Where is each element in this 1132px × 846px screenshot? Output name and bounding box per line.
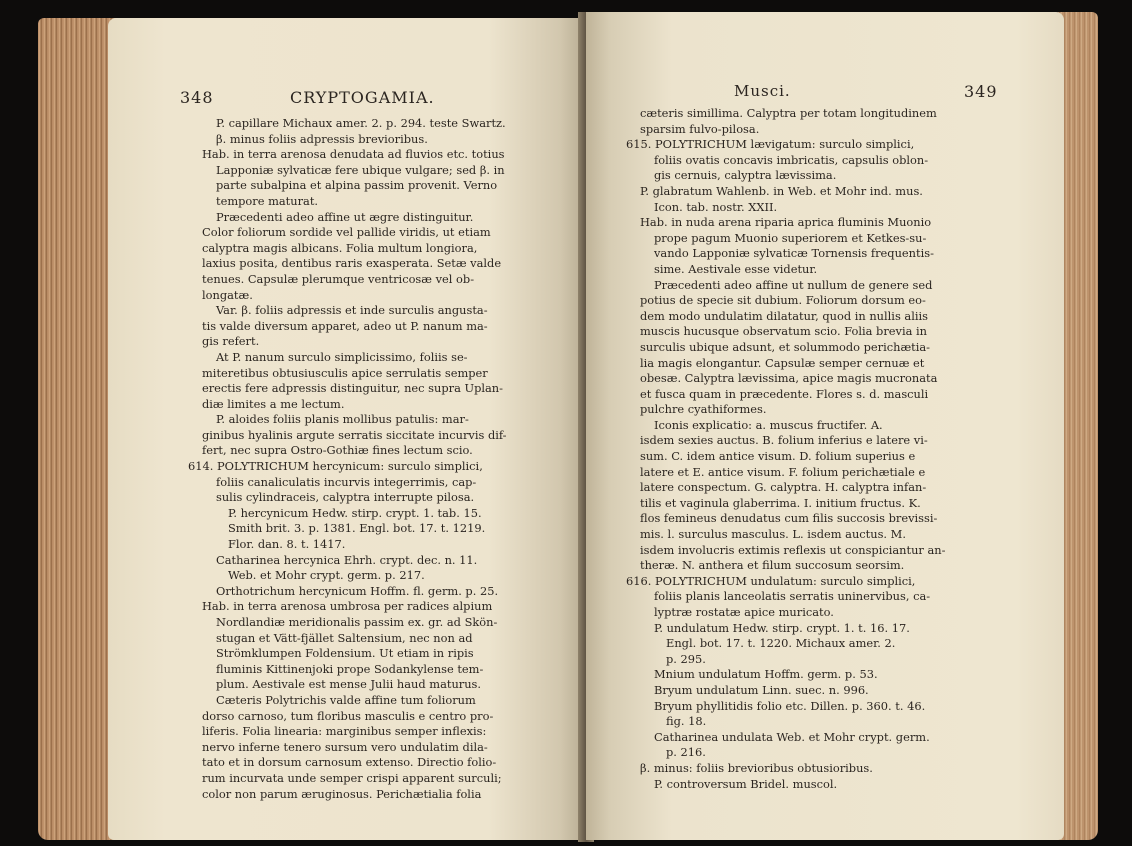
text-line: ginibus hyalinis argute serratis siccitate incurvis dif- [202,427,507,442]
text-line: Hab. in terra arenosa denudata ad fluvios etc. totius [202,147,505,162]
text-line: rum incurvata unde semper crispi apparent surculi; [202,770,502,785]
text-line: prope pagum Muonio superiorem et Ketkes-su- [654,230,927,245]
text-line: dorso carnoso, tum floribus masculis e centro pro- [202,708,494,723]
text-line: Hab. in nuda arena riparia aprica fluminis Muonio [640,215,932,230]
text-line: Color foliorum sordide vel pallide viridis, ut etiam [202,225,491,240]
text-line: sum. C. idem antice visum. D. folium superius e [640,449,916,464]
text-line: gis refert. [202,334,260,349]
text-line: muscis hucusque observatum scio. Folia brevia in [640,324,927,339]
text-line: sulis cylindraceis, calyptra interrupte pilosa. [216,490,475,505]
text-line: erectis fere adpressis distinguitur, nec supra Uplan- [202,381,503,396]
text-line: 614. POLYTRICHUM hercynicum: surculo simplici, [188,459,483,474]
text-line: foliis canaliculatis incurvis integerrimis, cap- [216,474,477,489]
text-line: latere conspectum. G. calyptra. H. calyptra infan- [640,480,927,495]
text-line: latere et E. antice visum. F. folium perichætiale e [640,464,926,479]
text-line: theræ. N. anthera et filum succosum seorsim. [640,558,905,573]
text-line: lyptræ rostatæ apice muricato. [654,605,834,619]
text-line: P. hercynicum Hedw. stirp. crypt. 1. tab. 15. [228,505,482,520]
text-line: Nordlandiæ meridionalis passim ex. gr. ad Skön- [216,615,498,629]
text-line: mis. l. surculus masculus. L. isdem auctus. M. [640,527,906,542]
left-page [108,18,584,840]
text-line: sime. Aestivale esse videtur. [654,261,818,276]
text-line: flos femineus denudatus cum filis succosis brevissi- [640,511,938,526]
text-line: obesæ. Calyptra lævissima, apice magis mucronata [640,371,938,386]
text-line: tempore maturat. [216,193,319,208]
text-line: Præcedenti adeo affine ut ægre distinguitur. [216,209,474,224]
text-line: Var. β. foliis adpressis et inde surculis angusta- [216,303,488,318]
text-line: Catharinea undulata Web. et Mohr crypt. germ. [654,729,930,744]
text-line: P. capillare Michaux amer. 2. p. 294. teste Swartz. [216,116,506,130]
text-line: fluminis Kittinenjoki prope Sodankylense tem- [216,661,484,676]
page-edges-left [38,18,116,840]
text-line: Cæteris Polytrichis valde affine tum foliorum [216,692,476,707]
text-line: nervo inferne tenero sursum vero undulatim dila- [202,739,488,754]
text-line: tenues. Capsulæ plerumque ventricosæ vel ob- [202,271,475,286]
text-line: gis cernuis, calyptra lævissima. [654,168,837,183]
text-line: Hab. in terra arenosa umbrosa per radices alpium [202,599,493,614]
text-line: Icon. tab. nostr. XXII. [654,199,778,214]
text-line: potius de specie sit dubium. Foliorum dorsum eo- [640,293,926,308]
text-line: β. minus: foliis brevioribus obtusioribus. [640,760,873,775]
right-page [586,12,1064,840]
text-line: surculis ubique adsunt, et solummodo perichætia- [640,339,931,354]
text-line: et fusca quam in præcedente. Flores s. d. masculi [640,386,929,401]
running-title: Musci. [734,82,791,100]
text-line: dem modo undulatim dilatatur, quod in nullis aliis [640,308,928,323]
text-line: Bryum undulatum Linn. suec. n. 996. [654,682,869,697]
text-line: Engl. bot. 17. t. 1220. Michaux amer. 2. [666,636,896,651]
text-line: Strömklumpen Foldensium. Ut etiam in ripis [216,646,474,661]
text-line: P. glabratum Wahlenb. in Web. et Mohr ind. mus. [640,183,923,198]
text-line: p. 216. [666,745,706,760]
text-line: P. undulatum Hedw. stirp. crypt. 1. t. 16. 17. [654,620,910,635]
text-line: Smith brit. 3. p. 1381. Engl. bot. 17. t. 1219. [228,521,486,536]
text-line: stugan et Vätt-fjället Saltensium, nec non ad [216,630,473,645]
text-line: cæteris simillima. Calyptra per totam longitudinem [640,106,937,120]
text-line: lia magis elongantur. Capsulæ semper cernuæ et [640,355,925,370]
text-line: Præcedenti adeo affine ut nullum de genere sed [654,277,933,292]
page-edges-right [1058,12,1098,840]
open-book [38,12,1098,842]
text-line: At P. nanum surculo simplicissimo, foliis se- [216,349,468,364]
text-line: tilis et vaginula glaberrima. I. initium fructus. K. [640,495,921,510]
text-line: fig. 18. [666,714,707,729]
text-line: Web. et Mohr crypt. germ. p. 217. [228,568,425,583]
text-line: foliis planis lanceolatis serratis uninervibus, ca- [654,589,931,604]
text-line: Mnium undulatum Hoffm. germ. p. 53. [654,667,878,682]
text-line: longatæ. [202,287,253,302]
text-line: calyptra magis albicans. Folia multum longiora, [202,240,478,255]
text-line: color non parum æruginosus. Perichætialia folia [202,786,482,801]
text-line: laxius posita, dentibus raris exasperata. Setæ valde [202,256,502,271]
text-line: tato et in dorsum carnosum extenso. Directio folio- [202,755,497,770]
text-line: Catharinea hercynica Ehrh. crypt. dec. n. 11. [216,552,478,567]
page-number: 348 [180,88,214,107]
text-line: 615. POLYTRICHUM lævigatum: surculo simplici, [626,137,915,152]
text-line: β. minus foliis adpressis brevioribus. [216,131,428,146]
running-title: CRYPTOGAMIA. [290,88,435,107]
text-line: P. aloides foliis planis mollibus patulis: mar- [216,412,469,427]
text-line: vando Lapponiæ sylvaticæ Tornensis frequentis- [654,246,934,261]
text-line: pulchre cyathiformes. [640,402,767,417]
text-line: Bryum phyllitidis folio etc. Dillen. p. 360. t. 46. [654,698,926,713]
text-line: foliis ovatis concavis imbricatis, capsulis oblon- [654,152,929,167]
text-line: P. controversum Bridel. muscol. [654,776,838,791]
text-line: isdem sexies auctus. B. folium inferius e latere vi- [640,433,928,448]
page-number: 349 [964,82,998,101]
text-line: tis valde diversum apparet, adeo ut P. nanum ma- [202,318,488,333]
text-line: p. 295. [666,651,706,666]
text-line: miteretibus obtusiusculis apice serrulatis semper [202,365,488,380]
text-line: parte subalpina et alpina passim provenit. Verno [216,178,498,193]
text-line: Iconis explicatio: a. muscus fructifer. A. [654,417,883,432]
text-line: diæ limites a me lectum. [202,396,345,411]
left-page-text [188,116,568,802]
text-line: isdem involucris extimis reflexis ut conspiciantur an- [640,542,946,557]
text-line: fert, nec supra Ostro-Gothiæ fines lectum scio. [202,443,473,458]
right-page-text [626,106,1016,792]
text-line: sparsim fulvo-pilosa. [640,121,760,136]
text-line: plum. Aestivale est mense Julii haud maturus. [216,677,482,692]
text-line: Orthotrichum hercynicum Hoffm. fl. germ. p. 25. [216,583,499,598]
text-line: Lapponiæ sylvaticæ fere ubique vulgare; sed β. in [216,162,505,177]
text-line: 616. POLYTRICHUM undulatum: surculo simplici, [626,573,916,588]
text-line: Flor. dan. 8. t. 1417. [228,537,346,552]
text-line: liferis. Folia linearia: marginibus semper inflexis: [202,724,487,739]
